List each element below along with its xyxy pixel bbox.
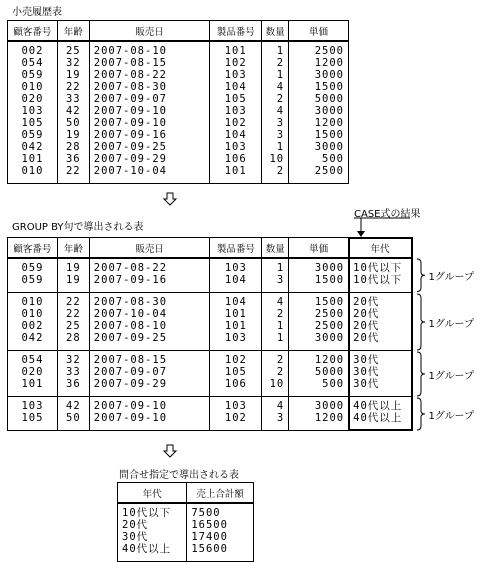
cell-age-group: 20代 [349,332,412,351]
cell-age-group: 20代 [349,308,412,320]
cell-unit-price: 500 [289,153,349,165]
cell-quantity: 4 [262,81,289,93]
cell-customer-no: 042 [8,141,58,153]
result-table [117,482,254,562]
cell-sale-date: 2007-09-10 [89,117,210,129]
cell-sale-date: 2007-08-22 [89,258,210,274]
cell-age-group: 20代 [349,320,412,332]
cell-quantity: 2 [262,351,289,367]
cell-age-group: 10代以下 [118,503,187,519]
cell-product-no: 104 [210,81,262,93]
header-sale-date: 販売日 [89,238,210,259]
cell-quantity: 2 [262,93,289,105]
header-quantity: 数量 [262,21,289,42]
cell-sale-date: 2007-08-10 [89,41,210,57]
cell-quantity: 1 [262,258,289,274]
cell-unit-price: 1200 [289,57,349,69]
table-row [8,397,412,413]
table-row [8,274,412,293]
group-brace-icon [416,397,428,431]
cell-sales-total: 15600 [187,543,254,562]
cell-customer-no: 042 [8,332,58,351]
cell-sale-date: 2007-09-10 [89,397,210,413]
cell-quantity: 1 [262,69,289,81]
cell-unit-price: 1200 [289,412,349,431]
cell-product-no: 105 [210,366,262,378]
header-age: 年齢 [57,21,89,42]
cell-age: 19 [57,129,89,141]
grouped-table-title: GROUP BY句で導出される表 [12,222,144,233]
header-age-group: 年代 [349,238,412,259]
cell-age: 32 [57,351,89,367]
cell-age-group: 20代 [118,519,187,531]
table-row [8,57,349,69]
cell-age: 22 [57,308,89,320]
cell-age: 50 [57,412,89,431]
cell-quantity: 1 [262,41,289,57]
table-row [8,293,412,309]
cell-quantity: 3 [262,117,289,129]
sales-table-title: 小売履歴表 [12,7,62,18]
cell-customer-no: 020 [8,93,58,105]
cell-age: 22 [57,81,89,93]
cell-age: 42 [57,105,89,117]
cell-customer-no: 059 [8,274,58,293]
header-sales-total: 売上合計額 [187,483,254,504]
table-row [8,41,349,57]
table-row [8,69,349,81]
table-row [118,519,254,531]
cell-quantity: 2 [262,57,289,69]
cell-age-group: 40代以上 [118,543,187,562]
cell-unit-price: 2500 [289,41,349,57]
cell-quantity: 3 [262,412,289,431]
cell-age: 19 [57,258,89,274]
cell-product-no: 101 [210,308,262,320]
case-pointer-arrow-icon [354,217,414,239]
cell-age: 22 [57,165,89,184]
cell-age-group: 20代 [349,293,412,309]
cell-product-no: 102 [210,117,262,129]
cell-sale-date: 2007-08-15 [89,351,210,367]
cell-sale-date: 2007-09-16 [89,274,210,293]
cell-sale-date: 2007-09-16 [89,129,210,141]
cell-sales-total: 17400 [187,531,254,543]
cell-customer-no: 010 [8,81,58,93]
cell-age: 36 [57,153,89,165]
cell-quantity: 1 [262,141,289,153]
cell-quantity: 3 [262,274,289,293]
cell-customer-no: 002 [8,41,58,57]
cell-unit-price: 1500 [289,274,349,293]
cell-product-no: 103 [210,258,262,274]
cell-age: 42 [57,397,89,413]
header-age-group: 年代 [118,483,187,504]
cell-sale-date: 2007-09-07 [89,93,210,105]
table-row [8,308,412,320]
cell-product-no: 103 [210,141,262,153]
cell-customer-no: 010 [8,308,58,320]
cell-unit-price: 1200 [289,117,349,129]
cell-product-no: 101 [210,320,262,332]
cell-unit-price: 1200 [289,351,349,367]
cell-product-no: 106 [210,153,262,165]
cell-age-group: 10代以下 [349,258,412,274]
cell-sale-date: 2007-08-30 [89,81,210,93]
table-row [8,366,412,378]
cell-sales-total: 7500 [187,503,254,519]
cell-customer-no: 054 [8,351,58,367]
cell-product-no: 103 [210,332,262,351]
cell-quantity: 10 [262,153,289,165]
header-customer-no: 顧客番号 [8,21,58,42]
cell-sale-date: 2007-08-10 [89,320,210,332]
table-row [8,93,349,105]
cell-quantity: 1 [262,332,289,351]
cell-product-no: 101 [210,165,262,184]
cell-age-group: 40代以上 [349,397,412,413]
cell-unit-price: 2500 [289,165,349,184]
group-brace-icon [416,293,428,351]
cell-product-no: 103 [210,69,262,81]
cell-age: 25 [57,320,89,332]
group-label: 1グループ [428,318,475,330]
cell-product-no: 103 [210,397,262,413]
cell-sale-date: 2007-09-29 [89,378,210,397]
header-unit-price: 単価 [289,238,349,259]
cell-sale-date: 2007-09-10 [89,412,210,431]
sales-history-table [7,20,349,184]
result-table-title: 問合せ指定で導出される表 [119,470,239,481]
cell-customer-no: 101 [8,378,58,397]
table-row [8,351,412,367]
cell-quantity: 4 [262,397,289,413]
cell-age-group: 40代以上 [349,412,412,431]
group-label: 1グループ [428,410,475,422]
cell-age: 28 [57,141,89,153]
header-age: 年齢 [57,238,89,259]
table-row [118,531,254,543]
cell-customer-no: 059 [8,69,58,81]
cell-product-no: 105 [210,93,262,105]
cell-unit-price: 5000 [289,93,349,105]
cell-unit-price: 1500 [289,81,349,93]
header-unit-price: 単価 [289,21,349,42]
cell-unit-price: 2500 [289,320,349,332]
group-label: 1グループ [428,272,475,284]
down-arrow-icon [162,192,178,206]
cell-customer-no: 059 [8,129,58,141]
cell-customer-no: 002 [8,320,58,332]
cell-age-group: 30代 [349,366,412,378]
cell-unit-price: 3000 [289,69,349,81]
table-row [8,165,349,184]
cell-quantity: 3 [262,129,289,141]
cell-customer-no: 010 [8,293,58,309]
cell-product-no: 104 [210,274,262,293]
cell-unit-price: 3000 [289,397,349,413]
cell-age-group: 30代 [349,378,412,397]
cell-age: 33 [57,93,89,105]
table-row [8,117,349,129]
cell-customer-no: 054 [8,57,58,69]
cell-unit-price: 3000 [289,258,349,274]
header-product-no: 製品番号 [210,21,262,42]
cell-product-no: 104 [210,129,262,141]
cell-customer-no: 105 [8,412,58,431]
table-row [8,153,349,165]
cell-unit-price: 2500 [289,308,349,320]
cell-sales-total: 16500 [187,519,254,531]
cell-quantity: 2 [262,308,289,320]
table-row [8,378,412,397]
cell-sale-date: 2007-09-29 [89,153,210,165]
table-row [118,503,254,519]
cell-sale-date: 2007-09-10 [89,105,210,117]
cell-age: 19 [57,69,89,81]
cell-age-group: 30代 [118,531,187,543]
table-row [8,129,349,141]
cell-customer-no: 105 [8,117,58,129]
group-brace-icon [416,351,428,397]
cell-sale-date: 2007-08-22 [89,69,210,81]
cell-sale-date: 2007-10-04 [89,165,210,184]
cell-unit-price: 5000 [289,366,349,378]
cell-sale-date: 2007-09-07 [89,366,210,378]
cell-age: 33 [57,366,89,378]
table-row [8,105,349,117]
group-brace-icon [416,258,428,293]
cell-sale-date: 2007-08-15 [89,57,210,69]
cell-age: 25 [57,41,89,57]
cell-product-no: 102 [210,412,262,431]
cell-age: 50 [57,117,89,129]
cell-customer-no: 103 [8,105,58,117]
cell-sale-date: 2007-09-25 [89,141,210,153]
cell-unit-price: 1500 [289,129,349,141]
cell-product-no: 104 [210,293,262,309]
cell-customer-no: 059 [8,258,58,274]
cell-age-group: 10代以下 [349,274,412,293]
down-arrow-icon [162,444,178,458]
cell-quantity: 2 [262,165,289,184]
table-row [8,332,412,351]
cell-quantity: 1 [262,320,289,332]
cell-quantity: 2 [262,366,289,378]
cell-age: 32 [57,57,89,69]
cell-sale-date: 2007-10-04 [89,308,210,320]
cell-customer-no: 010 [8,165,58,184]
cell-product-no: 103 [210,105,262,117]
cell-product-no: 102 [210,57,262,69]
table-row [8,320,412,332]
cell-quantity: 4 [262,293,289,309]
group-label: 1グループ [428,370,475,382]
table-row [8,412,412,431]
cell-unit-price: 3000 [289,332,349,351]
cell-unit-price: 500 [289,378,349,397]
cell-age: 36 [57,378,89,397]
cell-age: 28 [57,332,89,351]
cell-age: 19 [57,274,89,293]
case-result-label: CASE式の結果 [354,209,421,220]
header-quantity: 数量 [262,238,289,259]
cell-product-no: 102 [210,351,262,367]
cell-quantity: 10 [262,378,289,397]
cell-product-no: 101 [210,41,262,57]
cell-sale-date: 2007-08-30 [89,293,210,309]
cell-product-no: 106 [210,378,262,397]
cell-customer-no: 103 [8,397,58,413]
grouped-table [7,237,412,431]
cell-age: 22 [57,293,89,309]
cell-customer-no: 101 [8,153,58,165]
table-row [118,543,254,562]
cell-quantity: 4 [262,105,289,117]
cell-unit-price: 1500 [289,293,349,309]
table-row [8,141,349,153]
header-sale-date: 販売日 [89,21,210,42]
cell-unit-price: 3000 [289,105,349,117]
cell-unit-price: 3000 [289,141,349,153]
header-customer-no: 顧客番号 [8,238,58,259]
table-row [8,258,412,274]
cell-customer-no: 020 [8,366,58,378]
cell-sale-date: 2007-09-25 [89,332,210,351]
header-product-no: 製品番号 [210,238,262,259]
cell-age-group: 30代 [349,351,412,367]
table-row [8,81,349,93]
